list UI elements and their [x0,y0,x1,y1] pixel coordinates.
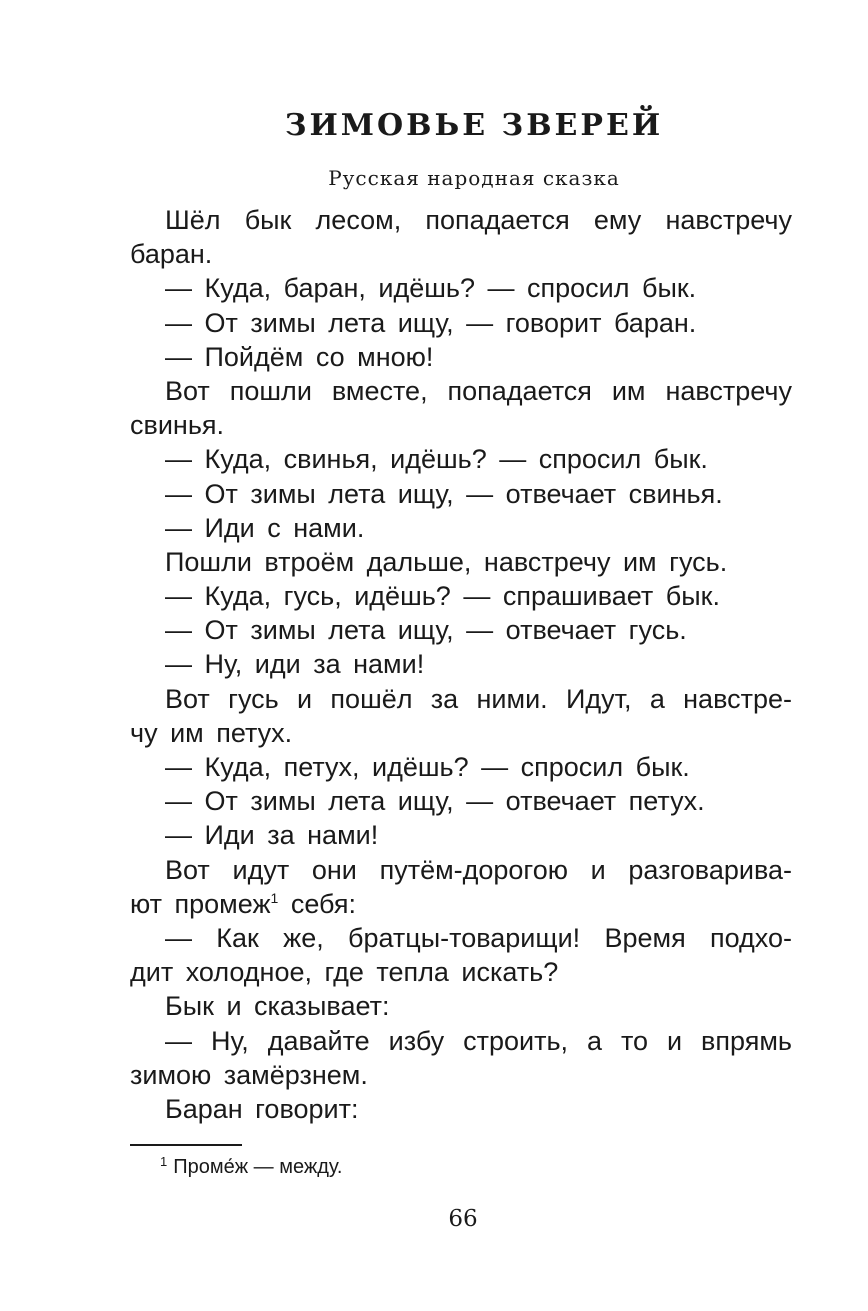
text-line: чу им петух. [130,717,293,748]
text-line [130,887,792,921]
text-line: — Иди за нами! [165,820,379,851]
text-line: — Куда, гусь, идёшь? — спрашивает бык. [165,581,720,612]
story-text [130,203,792,1126]
text-line: Шёл бык лесом, попадается ему навстречу [165,205,792,235]
text-fragment: ют промеж [130,888,271,919]
story-subtitle: Русская народная сказка [328,166,620,190]
page-number: 66 [448,1206,478,1232]
text-line: — Пойдём со мною! [165,341,434,372]
text-line: Пошли втроём дальше, навстречу им гусь. [165,546,728,577]
text-line: Вот гусь и пошёл за ними. Идут, а навстре- [165,683,792,714]
text-line: Вот пошли вместе, попадается им навстречу [165,375,792,406]
text-line: — Иди с нами. [165,512,365,543]
text-line: — От зимы лета ищу, — отвечает свинья. [165,478,723,509]
text-line: — Как же, братцы-товарищи! Время подхо- [165,922,792,953]
footnote-text: Проме́ж — между. [173,1156,343,1178]
text-line: — От зимы лета ищу, — говорит баран. [165,307,697,338]
text-line: — Куда, свинья, идёшь? — спросил бык. [165,444,708,475]
text-line: — От зимы лета ищу, — отвечает гусь. [165,615,687,646]
text-line: — Куда, баран, идёшь? — спросил бык. [165,273,697,304]
footnote [160,1154,342,1179]
footnote-divider [130,1144,242,1146]
text-line: — Ну, иди за нами! [165,649,425,680]
text-line: баран. [130,239,213,270]
text-line: зимою замёрзнем. [130,1059,368,1090]
text-line: свинья. [130,410,225,441]
text-line: дит холодное, где тепла искать? [130,957,559,988]
footnote-reference: 1 [270,889,279,906]
text-line: Бык и сказывает: [165,991,390,1022]
text-line: Баран говорит: [165,1093,359,1124]
text-line: — Куда, петух, идёшь? — спросил бык. [165,752,690,782]
text-fragment: себя: [290,888,357,919]
text-line: — Ну, давайте избу строить, а то и впрямь [165,1025,792,1056]
text-line: — От зимы лета ищу, — отвечает петух. [165,786,705,817]
text-line: Вот идут они путём-дорогою и разговарива- [165,854,792,885]
story-title: ЗИМОВЬЕ ЗВЕРЕЙ [284,108,664,143]
footnote-mark: 1 [160,1154,168,1169]
